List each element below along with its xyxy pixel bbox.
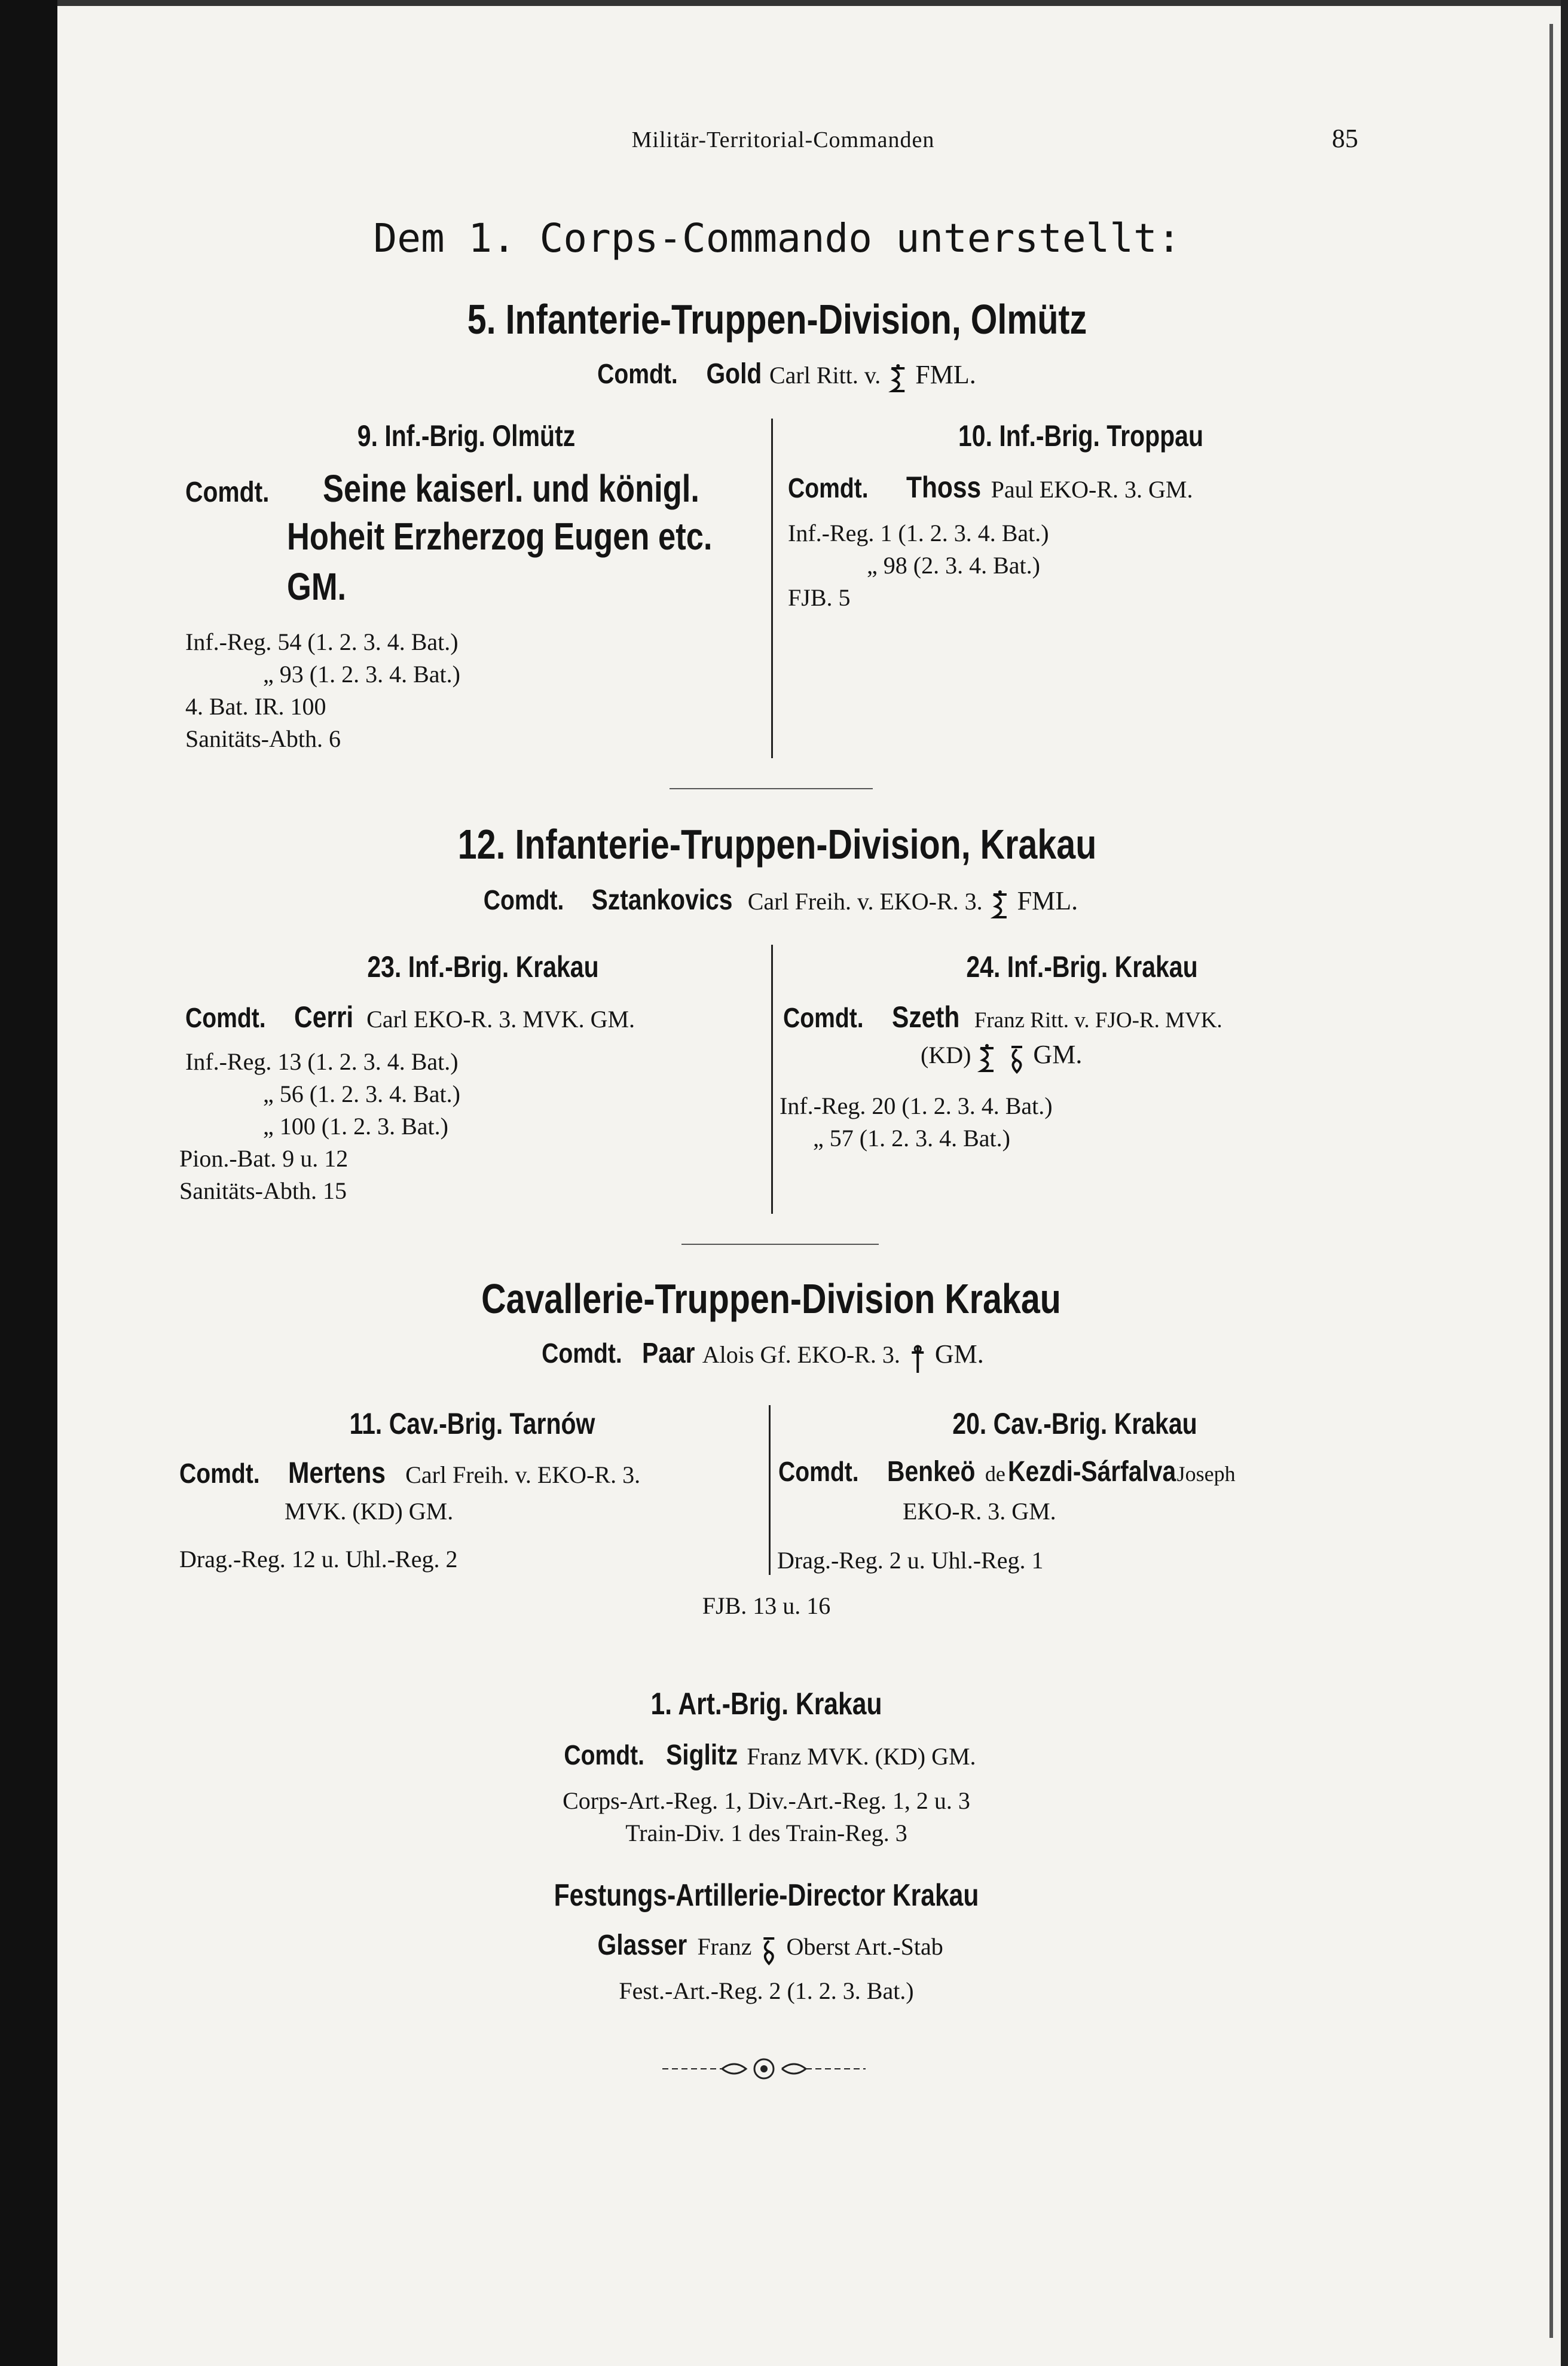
brig20-commander bbox=[778, 1455, 1236, 1488]
order-mark-icon bbox=[977, 1043, 997, 1079]
brig11-comdt-line2: MVK. (KD) GM. bbox=[285, 1498, 454, 1525]
brig23-title: 23. Inf.-Brig. Krakau bbox=[367, 950, 599, 984]
brig10-commander bbox=[788, 470, 1193, 505]
cav-comdt-name: Paar bbox=[642, 1338, 695, 1369]
brig23-unit: Pion.-Bat. 9 u. 12 bbox=[179, 1145, 349, 1172]
brig23-comdt-name: Cerri bbox=[294, 1000, 354, 1034]
art-comdt-label: Comdt. bbox=[564, 1739, 645, 1770]
art-commander bbox=[557, 1739, 976, 1772]
cav-title: Cavallerie-Truppen-Division Krakau bbox=[481, 1275, 1061, 1322]
brig9-unit: Inf.-Reg. 54 (1. 2. 3. 4. Bat.) bbox=[185, 628, 459, 655]
art-title: 1. Art.-Brig. Krakau bbox=[650, 1687, 882, 1721]
cross-icon bbox=[909, 1343, 927, 1378]
page-number: 85 bbox=[1332, 124, 1358, 153]
brig11-comdt-label: Comdt. bbox=[179, 1458, 260, 1489]
brig20-comdt-name2: Kezdi-Sárfalva bbox=[1007, 1456, 1176, 1488]
medal-icon bbox=[759, 1935, 780, 1970]
cav-comdt-label: Comdt. bbox=[542, 1338, 622, 1369]
div12-comdt-rank: FML. bbox=[1017, 886, 1078, 915]
div12-title: 12. Infanterie-Truppen-Division, Krakau bbox=[457, 821, 1097, 868]
order-mark-icon bbox=[888, 364, 908, 399]
brig24-unit: „ 57 (1. 2. 3. 4. Bat.) bbox=[813, 1125, 1010, 1152]
fest-rank: Oberst Art.-Stab bbox=[786, 1933, 943, 1960]
div5-comdt-name: Gold bbox=[706, 358, 762, 390]
brig23-unit: Sanitäts-Abth. 15 bbox=[179, 1177, 347, 1204]
brig24-comdt-rest: Franz Ritt. v. FJO-R. MVK. bbox=[974, 1008, 1222, 1033]
brig24-comdt-name: Szeth bbox=[892, 1000, 960, 1034]
page-border bbox=[1549, 24, 1553, 2338]
cav-comdt-rank: GM. bbox=[934, 1339, 984, 1369]
brig20-comdt-label: Comdt. bbox=[778, 1456, 859, 1487]
div12-comdt-rest: Carl Freih. v. EKO-R. 3. bbox=[747, 888, 983, 915]
fest-title: Festungs-Artillerie-Director Krakau bbox=[554, 1878, 979, 1913]
div5-comdt-rest: Carl Ritt. v. bbox=[769, 362, 881, 389]
brig11-comdt-name: Mertens bbox=[288, 1456, 386, 1489]
div12-comdt-label: Comdt. bbox=[483, 884, 564, 915]
brig20-title: 20. Cav.-Brig. Krakau bbox=[952, 1407, 1197, 1440]
brig9-title: 9. Inf.-Brig. Olmütz bbox=[357, 419, 576, 453]
column-divider bbox=[771, 419, 773, 758]
div5-commander bbox=[590, 358, 976, 399]
scan-edge-left bbox=[0, 0, 57, 2366]
cav-fjb: FJB. 13 u. 16 bbox=[702, 1592, 831, 1619]
brig23-unit: „ 56 (1. 2. 3. 4. Bat.) bbox=[263, 1080, 460, 1107]
brig11-title: 11. Cav.-Brig. Tarnów bbox=[349, 1407, 595, 1440]
column-divider bbox=[771, 945, 773, 1214]
brig24-unit: Inf.-Reg. 20 (1. 2. 3. 4. Bat.) bbox=[780, 1092, 1053, 1119]
div5-comdt-label: Comdt. bbox=[597, 358, 678, 389]
brig24-title: 24. Inf.-Brig. Krakau bbox=[966, 950, 1198, 984]
div12-commander bbox=[476, 884, 1078, 925]
brig23-unit: Inf.-Reg. 13 (1. 2. 3. 4. Bat.) bbox=[185, 1048, 459, 1075]
ornament-divider bbox=[662, 2051, 866, 2090]
order-mark-icon bbox=[990, 890, 1010, 925]
fest-name: Glasser bbox=[597, 1930, 687, 1961]
div5-comdt-rank: FML. bbox=[915, 360, 976, 389]
column-divider bbox=[769, 1405, 771, 1575]
scan-edge-top bbox=[57, 0, 1561, 6]
brig20-comdt-de: de bbox=[985, 1462, 1005, 1486]
brig23-comdt-rest: Carl EKO-R. 3. MVK. GM. bbox=[366, 1006, 635, 1033]
brig10-unit: Inf.-Reg. 1 (1. 2. 3. 4. Bat.) bbox=[788, 520, 1049, 547]
brig9-comdt-line1: Seine kaiserl. und königl. bbox=[323, 467, 699, 510]
brig9-unit: 4. Bat. IR. 100 bbox=[185, 693, 326, 720]
running-head: Militär-Territorial-Commanden bbox=[631, 127, 935, 152]
section-rule bbox=[670, 788, 873, 789]
cav-comdt-rest: Alois Gf. EKO-R. 3. bbox=[702, 1341, 900, 1368]
brig20-comdt-line2: EKO-R. 3. GM. bbox=[903, 1498, 1056, 1525]
brig23-commander bbox=[185, 1000, 635, 1034]
brig20-unit: Drag.-Reg. 2 u. Uhl.-Reg. 1 bbox=[777, 1547, 1044, 1574]
brig11-comdt-rest: Carl Freih. v. EKO-R. 3. bbox=[405, 1461, 641, 1488]
brig9-comdt-line3: GM. bbox=[287, 565, 347, 608]
art-comdt-rest: Franz MVK. (KD) GM. bbox=[747, 1743, 976, 1770]
cav-commander bbox=[534, 1337, 984, 1378]
brig24-comdt-kd: (KD) bbox=[921, 1042, 971, 1068]
intro-heading: Dem 1. Corps-Commando unterstellt: bbox=[373, 215, 1181, 261]
fest-first: Franz bbox=[697, 1933, 752, 1960]
art-line2: Train-Div. 1 des Train-Reg. 3 bbox=[625, 1819, 907, 1846]
brig20-comdt-rest: Joseph bbox=[1176, 1462, 1236, 1486]
div12-comdt-name: Sztankovics bbox=[592, 884, 733, 916]
brig9-unit: „ 93 (1. 2. 3. 4. Bat.) bbox=[263, 661, 460, 688]
brig10-unit: „ 98 (2. 3. 4. Bat.) bbox=[867, 552, 1040, 579]
medal-icon bbox=[1007, 1043, 1027, 1079]
section-rule bbox=[681, 1244, 879, 1245]
brig10-comdt-rest: Paul EKO-R. 3. GM. bbox=[991, 476, 1193, 503]
brig24-commander-line2 bbox=[921, 1039, 1082, 1079]
brig11-unit: Drag.-Reg. 12 u. Uhl.-Reg. 2 bbox=[179, 1546, 458, 1573]
art-line1: Corps-Art.-Reg. 1, Div.-Art.-Reg. 1, 2 u. 3 bbox=[563, 1787, 970, 1814]
brig10-comdt-label: Comdt. bbox=[788, 472, 869, 503]
brig24-comdt-rank: GM. bbox=[1033, 1040, 1083, 1069]
scan-edge-right bbox=[1561, 0, 1568, 2366]
brig10-title: 10. Inf.-Brig. Troppau bbox=[958, 419, 1204, 453]
fest-commander bbox=[589, 1929, 943, 1970]
brig23-unit: „ 100 (1. 2. 3. Bat.) bbox=[263, 1113, 448, 1140]
brig10-comdt-name: Thoss bbox=[906, 471, 982, 504]
brig9-unit: Sanitäts-Abth. 6 bbox=[185, 725, 341, 752]
brig23-comdt-label: Comdt. bbox=[185, 1002, 266, 1033]
brig24-commander bbox=[783, 1000, 1222, 1034]
brig9-comdt-line2: Hoheit Erzherzog Eugen etc. bbox=[287, 515, 713, 558]
fest-units: Fest.-Art.-Reg. 2 (1. 2. 3. Bat.) bbox=[619, 1977, 914, 2004]
brig24-comdt-label: Comdt. bbox=[783, 1002, 864, 1033]
brig9-comdt-label: Comdt. bbox=[185, 477, 270, 508]
art-comdt-name: Siglitz bbox=[666, 1739, 738, 1771]
brig20-comdt-name: Benkeö bbox=[887, 1456, 976, 1488]
brig10-unit: FJB. 5 bbox=[788, 584, 851, 611]
div5-title: 5. Infanterie-Truppen-Division, Olmütz bbox=[467, 296, 1087, 343]
brig11-commander bbox=[179, 1455, 640, 1490]
